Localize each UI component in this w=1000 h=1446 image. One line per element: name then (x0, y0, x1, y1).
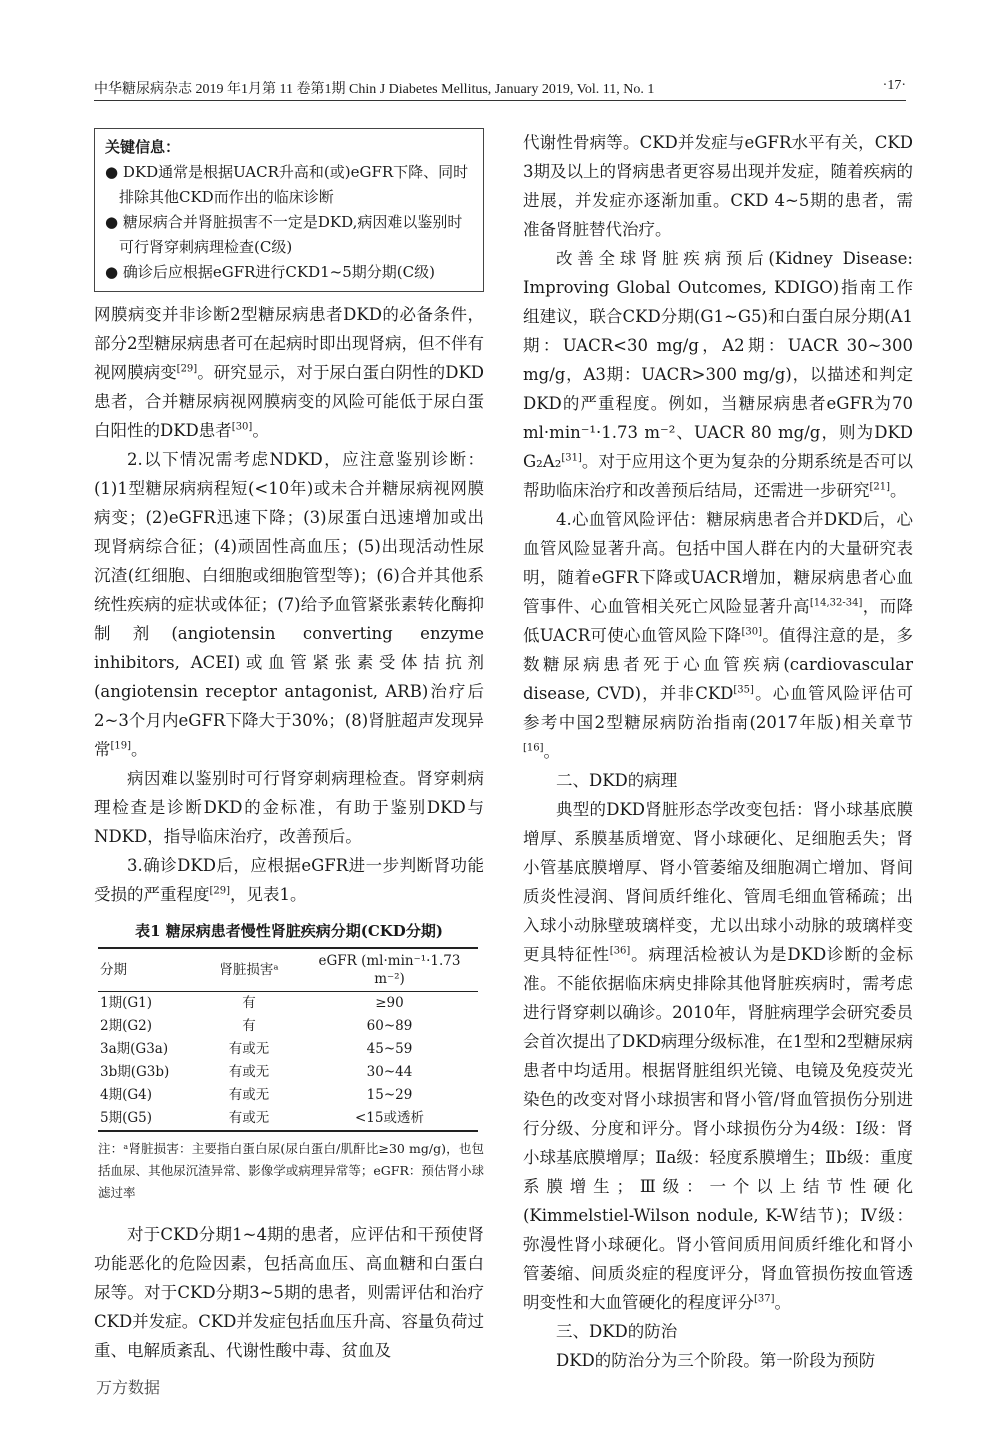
paragraph: DKD的防治分为三个阶段。第一阶段为预防 (556, 1351, 876, 1370)
paragraph: 4.心血管风险评估：糖尿病患者合并DKD后，心血管风险显著升高。包括中国人群在内的大量研究表明，随着eGFR下降或UACR增加，糖尿病患者心血管事件、心血管相关死亡风险显著升高[14,32-34]，而降低UACR可使心血管风险下降[30]。值得注意的是，多数糖尿病患者死于心血管疾病(cardiovascular disease, CVD)，并非CKD[35]。心血管风险评估可参考中国2型糖尿病防治指南(2017年版)相关章节[16]。 (523, 510, 914, 761)
key-info-item: ● 确诊后应根据eGFR进行CKD1~5期分期(C级) (105, 263, 435, 281)
table-row: 2期(G2) 有 60~89 (100, 1018, 413, 1034)
table-header: 肾脏损害ᵃ (197, 948, 301, 992)
table-row: 3a期(G3a) 有或无 45~59 (100, 1041, 413, 1057)
table-note: 注：ᵃ肾脏损害：主要指白蛋白尿(尿白蛋白/肌酐比≥30 mg/g)，也包括血尿、其他尿沉渣异常、影像学或病理异常等；eGFR：预估肾小球滤过率 (98, 1141, 484, 1200)
table-row: 4期(G4) 有或无 15~29 (100, 1087, 413, 1103)
left-column (94, 128, 484, 1365)
table-caption: 表1 糖尿病患者慢性肾脏疾病分期(CKD分期) (135, 922, 443, 940)
watermark-footer: 万方数据 (96, 1378, 161, 1397)
paragraph: 2.以下情况需考虑NDKD，应注意鉴别诊断：(1)1型糖尿病病程短(<10年)或未合并糖尿病视网膜病变；(2)eGFR迅速下降；(3)尿蛋白迅速增加或出现肾病综合征；(4)顽固性高血压；(5)出现活动性尿沉渣(红细胞、白细胞或细胞管型等)；(6)合并其他系统性疾病的症状或体征；(7)给予血管紧张素转化酶抑制剂(angiotensin converting enzyme inhibitors, ACEI)或血管紧张素受体拮抗剂(angiotensin receptor antagonist, ARB)治疗后2~3个月内eGFR下降大于30%；(8)肾脏超声发现异常[19]。 (94, 450, 484, 759)
section-heading: 三、DKD的防治 (556, 1322, 678, 1341)
table-row: 1期(G1) 有 ≥90 (100, 995, 404, 1011)
paragraph: 病因难以鉴别时可行肾穿刺病理检查。肾穿刺病理检查是诊断DKD的金标准，有助于鉴别DKD与NDKD，指导临床治疗，改善预后。 (94, 769, 484, 846)
right-column (523, 128, 913, 1375)
key-info-box (94, 128, 484, 292)
table-row: 3b期(G3b) 有或无 30~44 (100, 1064, 413, 1080)
key-info-item: ● DKD通常是根据UACR升高和(或)eGFR下降、同时排除其他CKD而作出的临床诊断 (105, 163, 469, 206)
journal-citation: 中华糖尿病杂志 2019 年1月第 11 卷第1期 Chin J Diabetes Mellitus, January 2019, Vol. 11, No. 1 (94, 82, 655, 97)
section-heading: 二、DKD的病理 (556, 771, 678, 790)
paragraph: 改善全球肾脏疾病预后(Kidney Disease: Improving Global Outcomes, KDIGO)指南工作组建议，联合CKD分期(G1~G5)和白蛋白尿分期(A1期：UACR<30 mg/g，A2期：UACR 30~300 mg/g，A3期：UACR>300 mg/g)，以描述和判定DKD的严重程度。例如，当糖尿病患者eGFR为70 ml·min⁻¹·1.73 m⁻²、UACR 80 mg/g，则为DKD G₂A₂[31]。对于应用这个更为复杂的分期系统是否可以帮助临床治疗和改善预后结局，还需进一步研究[21]。 (523, 249, 913, 500)
ckd-stage-table (98, 947, 478, 1132)
key-info-title: 关键信息： (105, 138, 181, 156)
key-info-item: ● 糖尿病合并肾脏损害不一定是DKD,病因难以鉴别时可行肾穿刺病理检查(C级) (105, 213, 463, 256)
paragraph: 网膜病变并非诊断2型糖尿病患者DKD的必备条件，部分2型糖尿病患者可在起病时即出现肾病，但不伴有视网膜病变[29]。研究显示，对于尿白蛋白阴性的DKD患者，合并糖尿病视网膜病变的风险可能低于尿白蛋白阳性的DKD患者[30]。 (94, 305, 484, 440)
table-header: 分期 (98, 948, 197, 992)
paragraph: 对于CKD分期1~4期的患者，应评估和干预使肾功能恶化的危险因素，包括高血压、高血糖和白蛋白尿等。对于CKD分期3~5期的患者，则需评估和治疗CKD并发症。CKD并发症包括血压升高、容量负荷过重、电解质紊乱、代谢性酸中毒、贫血及 (94, 1225, 484, 1360)
table-header: eGFR (ml·min⁻¹·1.73 m⁻²) (301, 948, 478, 992)
paragraph: 典型的DKD肾脏形态学改变包括：肾小球基底膜增厚、系膜基质增宽、肾小球硬化、足细胞丢失；肾小管基底膜增厚、肾小管萎缩及细胞凋亡增加、肾间质炎性浸润、肾间质纤维化、管周毛细血管稀疏；出入球小动脉壁玻璃样变，尤以出球小动脉的玻璃样变更具特征性[36]。病理活检被认为是DKD诊断的金标准。不能依据临床病史排除其他肾脏疾病时，需考虑进行肾穿刺以确诊。2010年，肾脏病理学会研究委员会首次提出了DKD病理分级标准，在1型和2型糖尿病患者中均适用。根据肾脏组织光镜、电镜及免疫荧光染色的改变对肾小球损害和肾小管/肾血管损伤分别进行分级、分度和评分。肾小球损伤分为4级：Ⅰ级：肾小球基底膜增厚；Ⅱa级：轻度系膜增生；Ⅱb级：重度系膜增生；Ⅲ级：一个以上结节性硬化(Kimmelstiel-Wilson nodule, K-W结节)；Ⅳ级：弥漫性肾小球硬化。肾小管间质用间质纤维化和肾小管萎缩、间质炎症的程度评分，肾血管损伤按血管透明变性和大血管硬化的程度评分[37]。 (523, 800, 913, 1312)
page-number: ·17· (882, 78, 906, 93)
paragraph: 代谢性骨病等。CKD并发症与eGFR水平有关，CKD 3期及以上的肾病患者更容易出现并发症，随着疾病的进展，并发症亦逐渐加重。CKD 4~5期的患者，需准备肾脏替代治疗。 (523, 133, 913, 239)
table-row: 5期(G5) 有或无 <15或透析 (98, 1107, 478, 1131)
header-rule (94, 100, 906, 101)
paragraph: 3.确诊DKD后，应根据eGFR进一步判断肾功能受损的严重程度[29]，见表1。 (94, 856, 484, 904)
